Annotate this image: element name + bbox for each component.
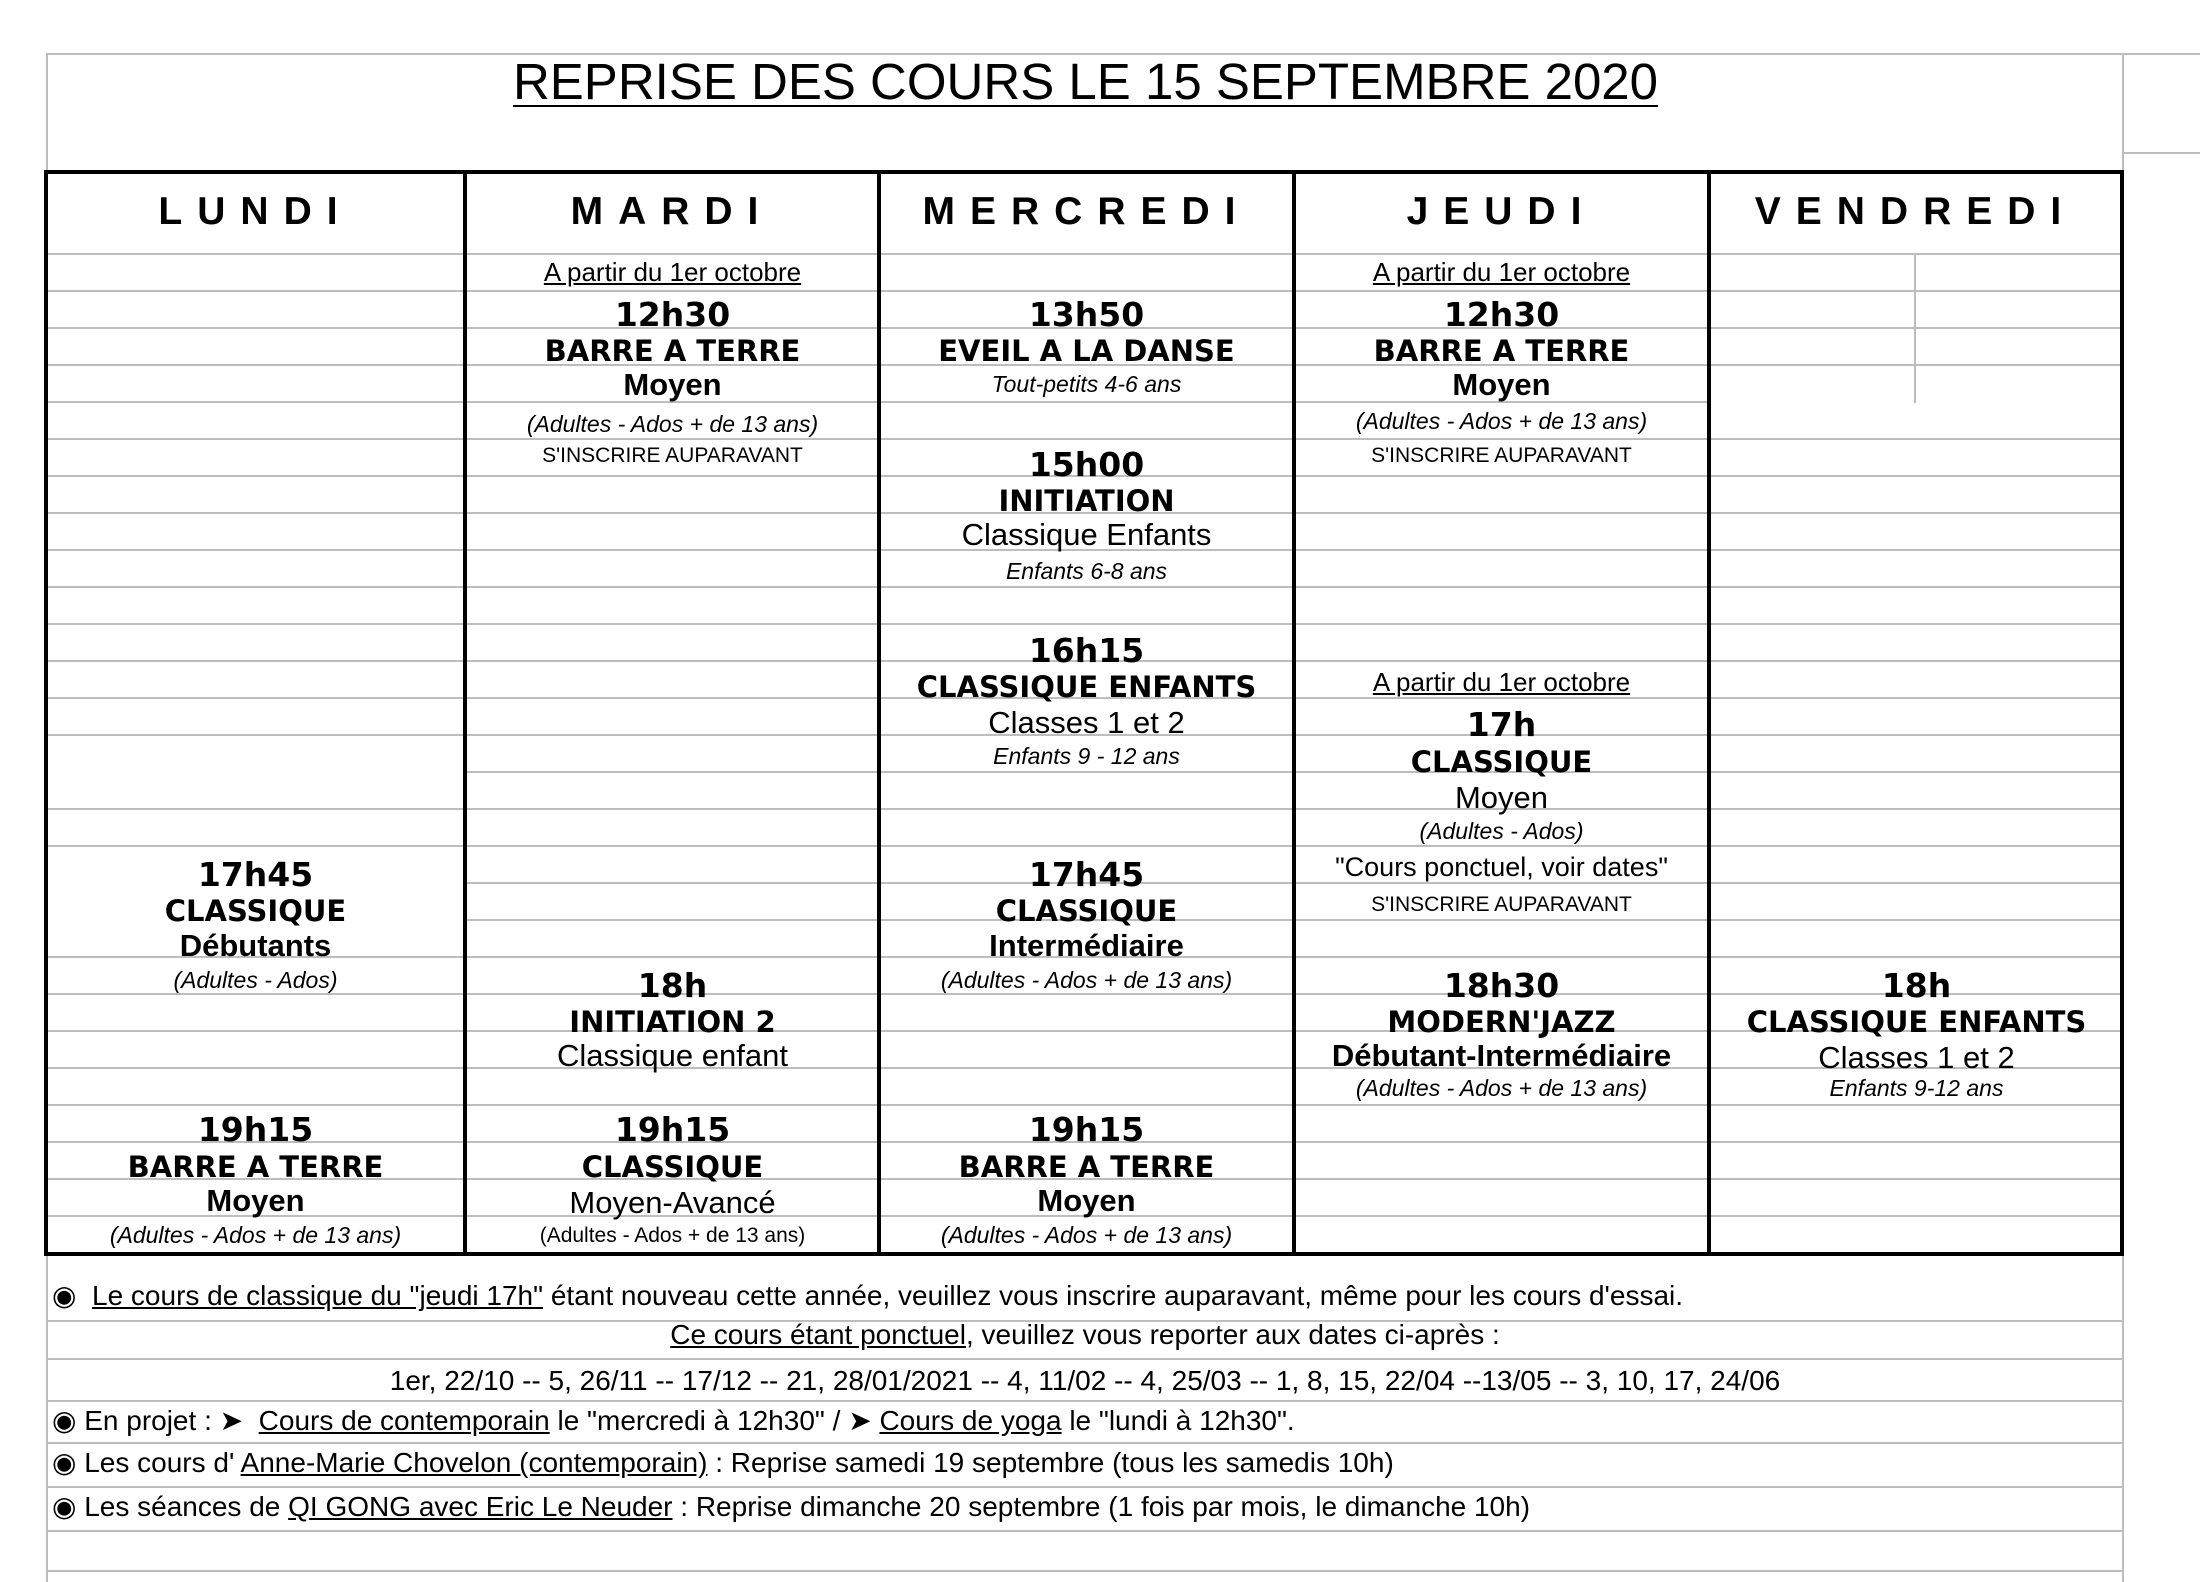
- arrow-icon: ➤: [219, 1405, 244, 1436]
- mardi-c3-age: (Adultes - Ados + de 13 ans): [539, 1224, 806, 1247]
- jeudi-c1-age: (Adultes - Ados + de 13 ans): [1355, 408, 1648, 434]
- mercredi-c1-name: EVEIL A LA DANSE: [938, 334, 1235, 368]
- lundi-c2-age: (Adultes - Ados + de 13 ans): [109, 1222, 402, 1248]
- mercredi-c2-name: INITIATION: [998, 484, 1175, 518]
- mardi-c2-time: 18h: [637, 966, 708, 1005]
- jeudi-c3-age: (Adultes - Ados + de 13 ans): [1355, 1075, 1648, 1101]
- lundi-c2-time: 19h15: [197, 1110, 314, 1149]
- footer-line-2: [48, 1316, 2122, 1354]
- footer-link-qigong[interactable]: QI GONG avec Eric Le Neuder: [288, 1491, 673, 1522]
- vendredi-c1-time: 18h: [1881, 966, 1952, 1005]
- mardi-c1-time: 12h30: [614, 295, 731, 334]
- vendredi-c1-name: CLASSIQUE ENFANTS: [1746, 1005, 2087, 1039]
- header-jeudi: JEUDI: [1406, 190, 1597, 233]
- jeudi-c2-level: Moyen: [1454, 780, 1549, 815]
- mercredi-c5-name: BARRE A TERRE: [958, 1150, 1215, 1184]
- header-mardi: MARDI: [570, 190, 774, 233]
- mercredi-c4-age: (Adultes - Ados + de 13 ans): [940, 967, 1233, 993]
- footer-link-jeudi[interactable]: Le cours de classique du "jeudi 17h": [92, 1280, 544, 1311]
- mardi-c3-level: Moyen-Avancé: [569, 1185, 776, 1220]
- mardi-c3-name: CLASSIQUE: [581, 1150, 764, 1184]
- mercredi-c4-time: 17h45: [1028, 855, 1145, 894]
- header-lundi: LUNDI: [158, 190, 353, 233]
- footer-line-6-text-b: : Reprise dimanche 20 septembre (1 fois par mois, le dimanche 10h): [672, 1491, 1531, 1522]
- footer-link-contemporain[interactable]: Cours de contemporain: [258, 1405, 550, 1436]
- footer-link-chovelon[interactable]: Anne-Marie Chovelon (contemporain): [240, 1447, 708, 1478]
- footer-line-4-text-c: le "lundi à 12h30".: [1061, 1405, 1295, 1436]
- vendredi-c1-age: Enfants 9-12 ans: [1829, 1075, 2004, 1101]
- mardi-c2-name: INITIATION 2: [569, 1005, 776, 1039]
- jeudi-c2-age: (Adultes - Ados): [1419, 818, 1584, 844]
- footer-line-4: [52, 1402, 1295, 1440]
- lundi-c1-time: 17h45: [197, 855, 314, 894]
- mardi-c3-time: 19h15: [614, 1110, 731, 1149]
- footer-line-5: [52, 1444, 1394, 1482]
- lundi-c2-level: Moyen: [206, 1183, 305, 1218]
- jeudi-c3-time: 18h30: [1443, 966, 1560, 1005]
- mardi-c1-extra: S'INSCRIRE AUPARAVANT: [542, 444, 803, 467]
- footer-line-6-text-a: Les séances de: [76, 1491, 289, 1522]
- lundi-c1-age: (Adultes - Ados): [173, 967, 338, 993]
- mercredi-c4-name: CLASSIQUE: [995, 894, 1178, 928]
- jeudi-c1-level: Moyen: [1452, 367, 1551, 402]
- vendredi-c1-level: Classes 1 et 2: [1818, 1040, 2015, 1075]
- bullet-icon: ◉: [52, 1447, 77, 1478]
- mercredi-c5-age: (Adultes - Ados + de 13 ans): [940, 1222, 1233, 1248]
- mardi-note: A partir du 1er octobre: [543, 257, 802, 287]
- mardi-c1-age: (Adultes - Ados + de 13 ans): [526, 411, 819, 437]
- mercredi-c3-age: Enfants 9 - 12 ans: [993, 743, 1180, 769]
- footer-line-1: [52, 1277, 1683, 1315]
- mercredi-c2-age: Enfants 6-8 ans: [1005, 558, 1168, 584]
- jeudi-c2-time: 17h: [1466, 705, 1537, 744]
- mercredi-c3-name: CLASSIQUE ENFANTS: [916, 670, 1257, 704]
- lundi-c2-name: BARRE A TERRE: [127, 1150, 384, 1184]
- mercredi-c1-age: Tout-petits 4-6 ans: [991, 371, 1182, 397]
- lundi-c1-level: Débutants: [179, 928, 332, 963]
- mercredi-c3-time: 16h15: [1028, 631, 1145, 670]
- jeudi-c1-time: 12h30: [1443, 295, 1560, 334]
- jeudi-c3-level: Débutant-Intermédiaire: [1331, 1038, 1672, 1073]
- header-mercredi: MERCREDI: [922, 190, 1251, 233]
- mardi-c1-level: Moyen: [623, 367, 722, 402]
- jeudi-note2: A partir du 1er octobre: [1372, 667, 1631, 697]
- mercredi-c2-time: 15h00: [1028, 445, 1145, 484]
- footer-line-5-text-a: Les cours d': [76, 1447, 241, 1478]
- jeudi-note1: A partir du 1er octobre: [1372, 257, 1631, 287]
- page-title: REPRISE DES COURS LE 15 SEPTEMBRE 2020: [512, 53, 1659, 110]
- footer-link-yoga[interactable]: Cours de yoga: [879, 1405, 1062, 1436]
- footer-dates: 1er, 22/10 -- 5, 26/11 -- 17/12 -- 21, 28/01/2021 -- 4, 11/02 -- 4, 25/03 -- 1, 8, 15, 22/04 --13/05 -- 3, 10, 17, 24/06: [389, 1365, 1781, 1396]
- lundi-c1-name: CLASSIQUE: [164, 894, 347, 928]
- mardi-c1-name: BARRE A TERRE: [544, 334, 801, 368]
- mardi-c2-level: Classique enfant: [557, 1038, 788, 1073]
- footer-line-2-text: , veuillez vous reporter aux dates ci-après :: [965, 1319, 1500, 1350]
- footer-line-4-text-a: En projet :: [76, 1405, 220, 1436]
- arrow-icon: ➤: [848, 1405, 872, 1436]
- jeudi-c1-name: BARRE A TERRE: [1373, 334, 1630, 368]
- jeudi-c2-extra: S'INSCRIRE AUPARAVANT: [1371, 893, 1632, 916]
- header-vendredi: VENDREDI: [1754, 190, 2077, 233]
- jeudi-c2-name: CLASSIQUE: [1410, 745, 1593, 779]
- mercredi-c5-time: 19h15: [1028, 1110, 1145, 1149]
- jeudi-c3-name: MODERN'JAZZ: [1387, 1005, 1616, 1039]
- mercredi-c4-level: Intermédiaire: [989, 928, 1184, 963]
- footer-line-6: [52, 1488, 1530, 1526]
- footer-line-5-text-b: : Reprise samedi 19 septembre (tous les samedis 10h): [707, 1447, 1394, 1478]
- footer-link-ponctuel[interactable]: Ce cours étant ponctuel: [670, 1319, 966, 1350]
- footer-line-4-text-b: le "mercredi à 12h30" /: [549, 1405, 849, 1436]
- mercredi-c2-level: Classique Enfants: [961, 517, 1212, 552]
- footer-line-1-text: étant nouveau cette année, veuillez vous inscrire auparavant, même pour les cours d'essai.: [543, 1280, 1684, 1311]
- bullet-icon: ◉: [52, 1491, 77, 1522]
- jeudi-c2-quote: "Cours ponctuel, voir dates": [1335, 852, 1668, 882]
- mercredi-c1-time: 13h50: [1028, 295, 1145, 334]
- bullet-icon: ◉: [52, 1405, 77, 1436]
- jeudi-c1-extra: S'INSCRIRE AUPARAVANT: [1371, 444, 1632, 467]
- mercredi-c3-level: Classes 1 et 2: [988, 705, 1185, 740]
- mercredi-c5-level: Moyen: [1037, 1183, 1136, 1218]
- bullet-icon: ◉: [52, 1280, 77, 1311]
